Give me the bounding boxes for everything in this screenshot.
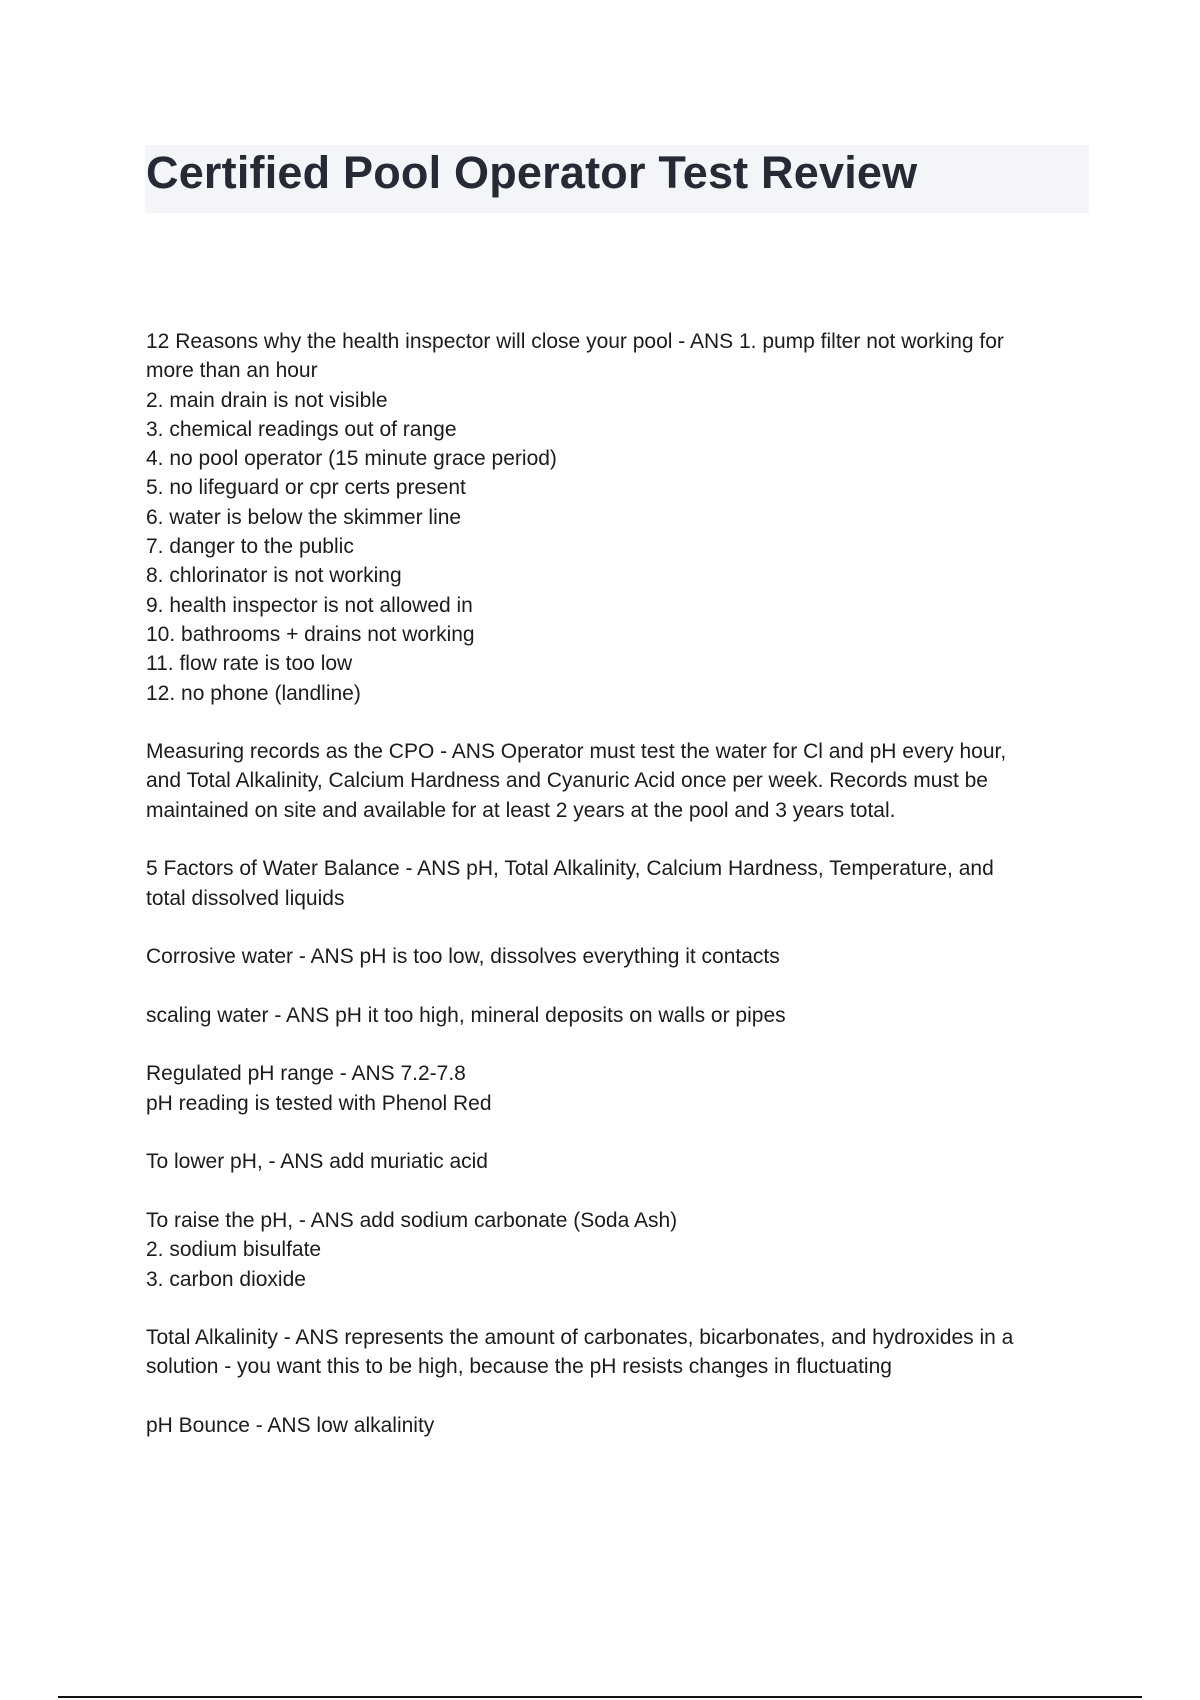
entry-line: 3. carbon dioxide <box>146 1267 306 1291</box>
entry-line: 7. danger to the public <box>146 535 354 559</box>
entry-line: 10. bathrooms + drains not working <box>146 622 475 646</box>
entry-line: 12. no phone (landline) <box>146 681 361 705</box>
qa-entry-lower-ph <box>146 1147 1086 1176</box>
entry-line: Regulated pH range - ANS 7.2-7.8 <box>146 1062 466 1086</box>
entry-line: 9. health inspector is not allowed in <box>146 593 473 617</box>
entry-line: solution - you want this to be high, because the pH resists changes in fluctuating <box>146 1355 892 1379</box>
qa-entry-ph-bounce <box>146 1411 1086 1440</box>
qa-entry-total-alkalinity <box>146 1323 1086 1382</box>
entry-line: 5 Factors of Water Balance - ANS pH, Total Alkalinity, Calcium Hardness, Temperature, and <box>146 857 994 881</box>
qa-entry-water-balance <box>146 854 1086 913</box>
qa-entry-health-inspector <box>146 327 1086 708</box>
entry-line: Corrosive water - ANS pH is too low, dissolves everything it contacts <box>146 945 780 969</box>
entry-line: scaling water - ANS pH it too high, mineral deposits on walls or pipes <box>146 1003 786 1027</box>
qa-entry-scaling-water <box>146 1001 1086 1030</box>
page-bottom-rule <box>58 1696 1142 1698</box>
entry-line: 4. no pool operator (15 minute grace period) <box>146 447 557 471</box>
entry-line: 8. chlorinator is not working <box>146 564 402 588</box>
entry-line: total dissolved liquids <box>146 886 345 910</box>
entry-line: 11. flow rate is too low <box>146 652 353 676</box>
entry-line: 2. main drain is not visible <box>146 388 388 412</box>
entry-line: maintained on site and available for at least 2 years at the pool and 3 years total. <box>146 798 896 822</box>
entry-line: pH reading is tested with Phenol Red <box>146 1091 492 1115</box>
entry-line: To lower pH, - ANS add muriatic acid <box>146 1150 488 1174</box>
qa-entry-corrosive-water <box>146 942 1086 971</box>
entry-line: Measuring records as the CPO - ANS Operator must test the water for Cl and pH every hour, <box>146 740 1007 764</box>
qa-entry-ph-range <box>146 1059 1086 1118</box>
entry-line: 6. water is below the skimmer line <box>146 505 462 529</box>
document-title: Certified Pool Operator Test Review <box>146 147 918 198</box>
entry-line: Total Alkalinity - ANS represents the amount of carbonates, bicarbonates, and hydroxides in a <box>146 1326 1014 1350</box>
entry-line: To raise the pH, - ANS add sodium carbonate (Soda Ash) <box>146 1208 678 1232</box>
qa-list <box>146 327 1086 1470</box>
entry-line: and Total Alkalinity, Calcium Hardness and Cyanuric Acid once per week. Records must be <box>146 769 988 793</box>
entry-line: 3. chemical readings out of range <box>146 417 457 441</box>
qa-entry-raise-ph <box>146 1206 1086 1294</box>
entry-line: 5. no lifeguard or cpr certs present <box>146 476 466 500</box>
entry-line: more than an hour <box>146 359 318 383</box>
qa-entry-measuring-records <box>146 737 1086 825</box>
entry-line: pH Bounce - ANS low alkalinity <box>146 1413 435 1437</box>
entry-line: 2. sodium bisulfate <box>146 1238 322 1262</box>
entry-line: 12 Reasons why the health inspector will close your pool - ANS 1. pump filter not working for <box>146 330 1004 353</box>
